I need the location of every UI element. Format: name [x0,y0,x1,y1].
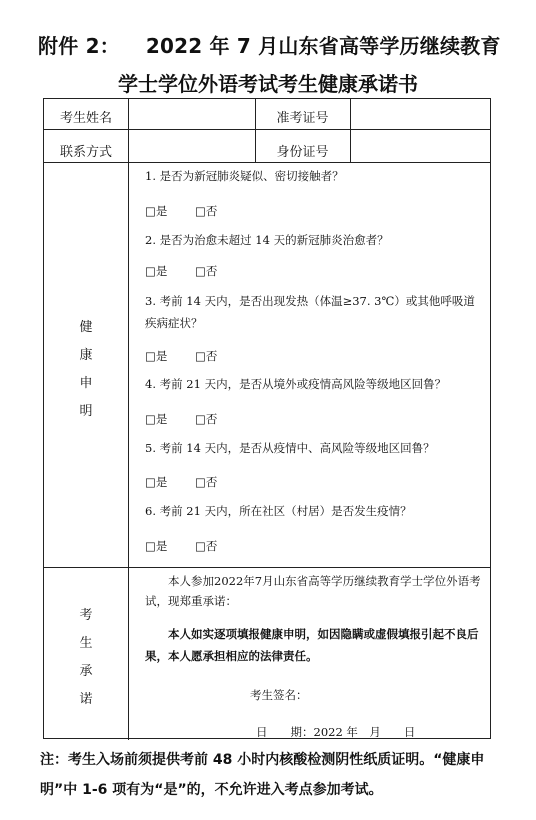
yes-checkbox[interactable]: □是 [145,204,168,218]
attachment-label: 附件 2： [38,34,120,58]
title-line-2: 学士学位外语考试考生健康承诺书 [118,72,418,96]
name-field[interactable] [129,100,254,129]
pledge-intro: 本人参加2022年7月山东省高等学历继续教育学士学位外语考试，现郑重承诺： [145,574,481,608]
exam-number-label: 准考证号 [276,111,329,126]
pledge-statement: 本人如实逐项填报健康申明，如因隐瞒或虚假填报引起不良后果，本人愿承担相应的法律责任。 [145,627,479,663]
question-4-options [145,411,218,427]
footnote: 注：考生入场前须提供考前 48 小时内核酸检测阴性纸质证明。“健康申明”中 1-6 项有为“是”的，不允许进入考点参加考试。 [40,752,485,798]
no-checkbox[interactable]: □否 [195,475,218,489]
no-checkbox[interactable]: □否 [195,204,218,218]
yes-checkbox[interactable]: □是 [145,349,168,363]
yes-checkbox[interactable]: □是 [145,264,168,278]
date-label: 日 期：2022 年 月 日 [256,725,416,739]
contact-label: 联系方式 [59,145,112,160]
question-6-options [145,538,218,554]
column-divider [128,99,129,740]
yes-checkbox[interactable]: □是 [145,475,168,489]
question-3-options [145,348,218,364]
no-checkbox[interactable]: □否 [195,412,218,426]
title-line-1 [38,30,501,59]
question-1: 1. 是否为新冠肺炎疑似、密切接触者？ [145,169,344,183]
question-1-options [145,203,218,219]
yes-checkbox[interactable]: □是 [145,412,168,426]
row-divider [44,567,490,568]
no-checkbox[interactable]: □否 [195,349,218,363]
question-5-options [145,474,218,490]
name-label: 考生姓名 [59,111,112,126]
signature-field[interactable] [314,683,474,703]
question-2-options [145,263,218,279]
question-6: 6. 考前 21 天内，所在社区（村居）是否发生疫情？ [145,504,412,518]
question-5: 5. 考前 14 天内，是否从疫情中、高风险等级地区回鲁？ [145,441,435,455]
exam-number-field[interactable] [351,100,490,129]
question-3: 3. 考前 14 天内，是否出现发热（体温≥37. 3℃）或其他呼吸道疾病症状？ [145,294,475,330]
contact-field[interactable] [129,130,254,162]
question-4: 4. 考前 21 天内，是否从境外或疫情高风险等级地区回鲁？ [145,377,447,391]
health-declaration-label: 健 康 申 明 [79,320,93,419]
yes-checkbox[interactable]: □是 [145,539,168,553]
title-main: 2022 年 7 月山东省高等学历继续教育 [145,34,501,58]
candidate-pledge-label: 考 生 承 诺 [79,608,93,707]
question-2: 2. 是否为治愈未超过 14 天的新冠肺炎治愈者？ [145,233,389,247]
id-number-label: 身份证号 [276,145,329,160]
pledge-form-table [43,98,491,739]
id-number-field[interactable] [351,130,490,162]
signature-label: 考生签名： [250,688,308,702]
row-divider [44,162,490,163]
no-checkbox[interactable]: □否 [195,264,218,278]
no-checkbox[interactable]: □否 [195,539,218,553]
